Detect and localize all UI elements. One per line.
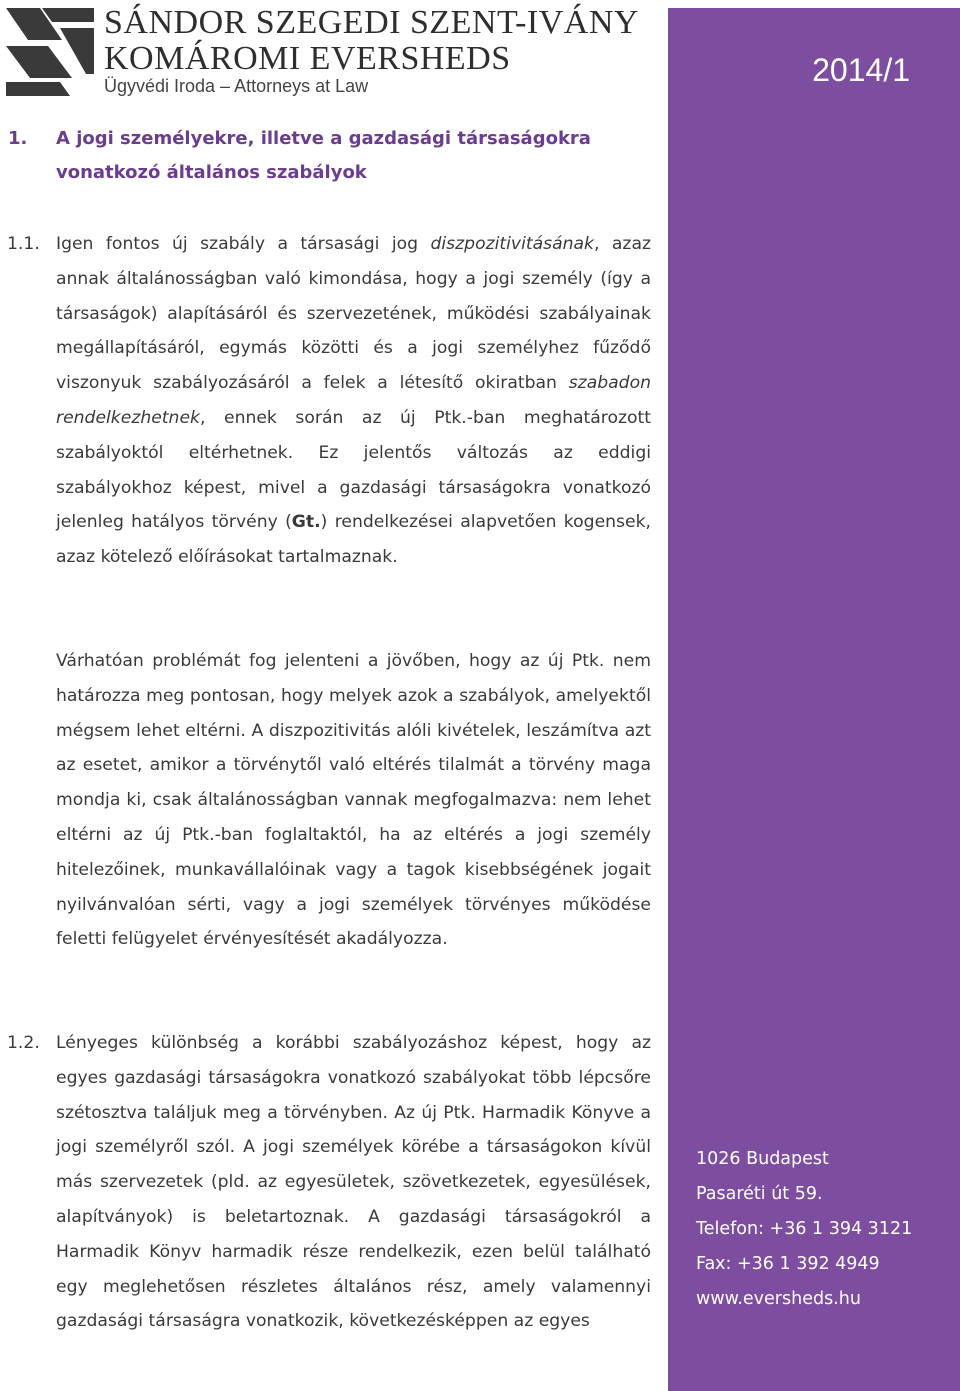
contact-address-city: 1026 Budapest [696, 1149, 829, 1169]
logo-firm-name-line2: KOMÁROMI EVERSHEDS [104, 40, 511, 77]
paragraph-1-2: Lényeges különbség a korábbi szabályozáshoz képest, hogy az egyes gazdasági társaságokra vonatkozó szabályokat több lépcsőre szétosztva találjuk meg a törvényben. Az új Ptk. Harmadik Könyve a jogi személyről szól. A jogi személyek körébe a társaságokon kívül más szervezetek (pld. az egyesületek, szövetkezetek, egyesülések, alapítványok) is beletartoznak. A gazdasági társaságokról a Harmadik Könyv harmadik része rendelkezik, ezen belül található egy meglehetősen részletes általános rész, amely valamennyi gazdasági társaságra vonatkozik, következésképpen az egyes [56, 1033, 651, 1332]
paragraph-number-1-1: 1.1. [7, 234, 40, 254]
issue-number: 2014/1 [812, 52, 910, 88]
contact-address-street: Pasaréti út 59. [696, 1184, 823, 1204]
firm-logo [0, 0, 639, 105]
p1-emphasis-diszpozitivitas: diszpozitivitásának [430, 234, 594, 254]
paragraph-1-1 [56, 227, 651, 575]
section-heading [8, 122, 653, 190]
p1-text-a: Igen fontos új szabály a társasági jog [56, 234, 431, 254]
p1-bold-gt: Gt. [291, 512, 321, 533]
p1-text-b: , azaz annak általánosságban való kimondása, hogy a jogi személy (így a társaságok) alapításáról és szervezetének, működési szabályainak megállapításáról, egymás közötti és a jogi személyhez fűződő viszonyuk szabályozásáról a felek a létesítő okiratban [56, 234, 651, 394]
purple-sidebar [668, 8, 960, 1391]
p1-text-d: ) rendelkezései alapvetően kogensek, azaz kötelező előírásokat tartalmaznak. [56, 512, 651, 568]
p1-emphasis-szabadon: szabadon rendelkezhetnek [56, 373, 651, 428]
logo-tagline: Ügyvédi Iroda – Attorneys at Law [104, 76, 369, 96]
section-title: A jogi személyekre, illetve a gazdasági társaságokra vonatkozó általános szabályok [56, 128, 591, 183]
paragraph-1-1-continued: Várhatóan problémát fog jelenteni a jövőben, hogy az új Ptk. nem határozza meg pontosan, hogy melyek azok a szabályok, amelyektől mégsem lehet eltérni. A diszpozitivitás alóli kivételek, leszámítva azt az esetet, amikor a törvénytől való eltérés tilalmát a törvény maga mondja ki, csak általánosságban vannak megfogalmazva: nem lehet eltérni az új Ptk.-ban foglaltaktól, ha az eltérés a jogi személy hitelezőinek, munkavállalóinak vagy a tagok kisebbségének jogait nyilvánvalóan sérti, vagy a jogi személyek törvényes működése feletti felügyelet érvényesítését akadályozza. [56, 651, 651, 950]
contact-fax: Fax: +36 1 392 4949 [696, 1254, 880, 1274]
paragraph-number-1-2: 1.2. [7, 1033, 40, 1053]
section-number: 1. [8, 128, 28, 149]
p1-text-c: , ennek során az új Ptk.-ban meghatározott szabályoktól eltérhetnek. Ez jelentős változás az eddigi szabályokhoz képest, mivel a gazdasági társaságokra vonatkozó jelenleg hatályos törvény ( [56, 407, 651, 533]
contact-phone: Telefon: +36 1 394 3121 [696, 1219, 913, 1239]
logo-firm-name-line1: SÁNDOR SZEGEDI SZENT-IVÁNY [104, 4, 639, 41]
contact-block [696, 1142, 912, 1317]
firm-logo-mark-icon [0, 0, 100, 100]
contact-website[interactable]: www.eversheds.hu [696, 1289, 861, 1309]
